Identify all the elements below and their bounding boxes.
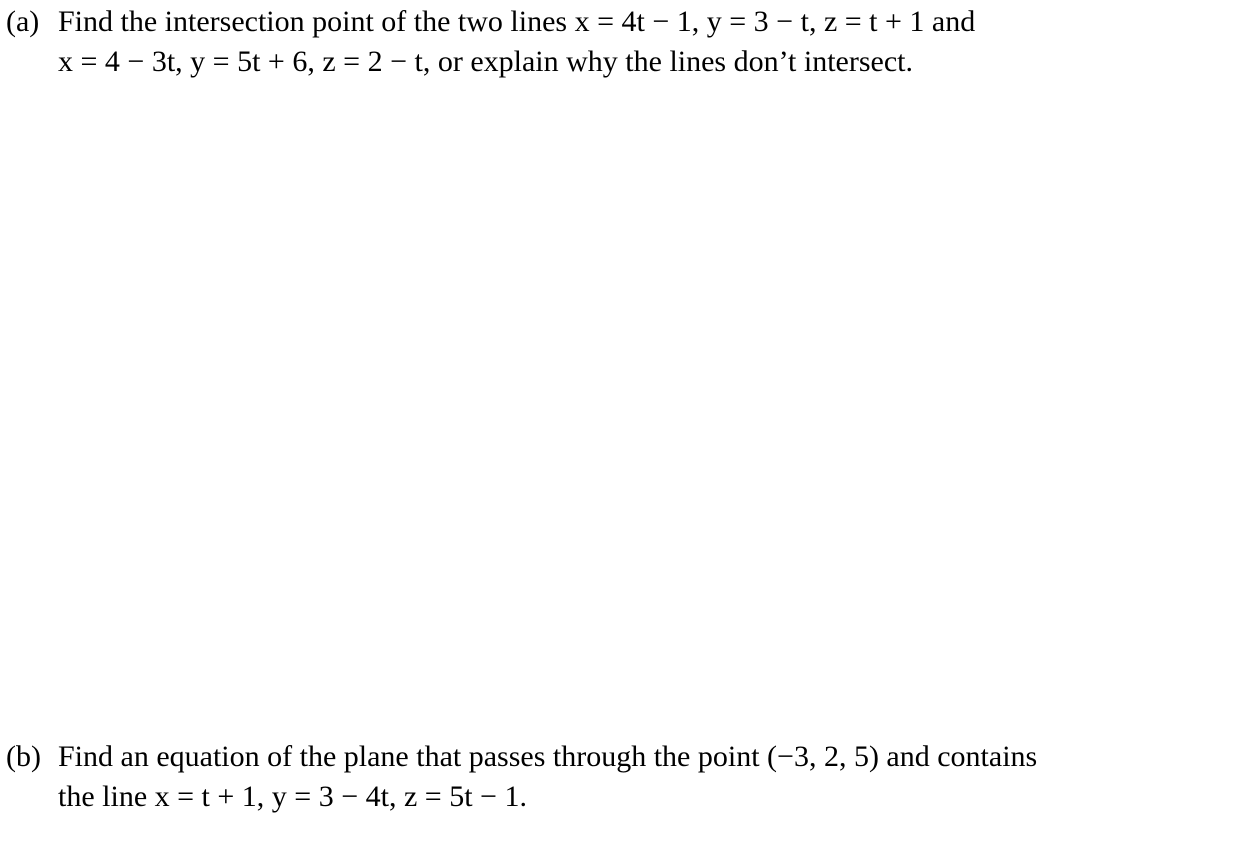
problem-a-text-1: Find the intersection point of the two lines x = 4t − 1, y = 3 − t, z = t + 1 and [58,5,976,38]
problem-b-text-2: the line x = t + 1, y = 3 − 4t, z = 5t − 1. [58,780,527,813]
problem-a-line-1 [6,2,1226,42]
problem-b-line-1 [6,737,1226,777]
problem-b-text-1: Find an equation of the plane that passes through the point (−3, 2, 5) and contains [58,740,1038,773]
problem-a [6,2,1226,82]
problem-b-line-2 [6,777,1226,817]
problem-a-label: (a) [6,5,40,38]
problem-a-text-2: x = 4 − 3t, y = 5t + 6, z = 2 − t, or explain why the lines don’t intersect. [58,45,913,78]
problem-b [6,737,1226,817]
problem-b-label: (b) [6,740,41,773]
problem-a-line-2 [6,42,1226,82]
